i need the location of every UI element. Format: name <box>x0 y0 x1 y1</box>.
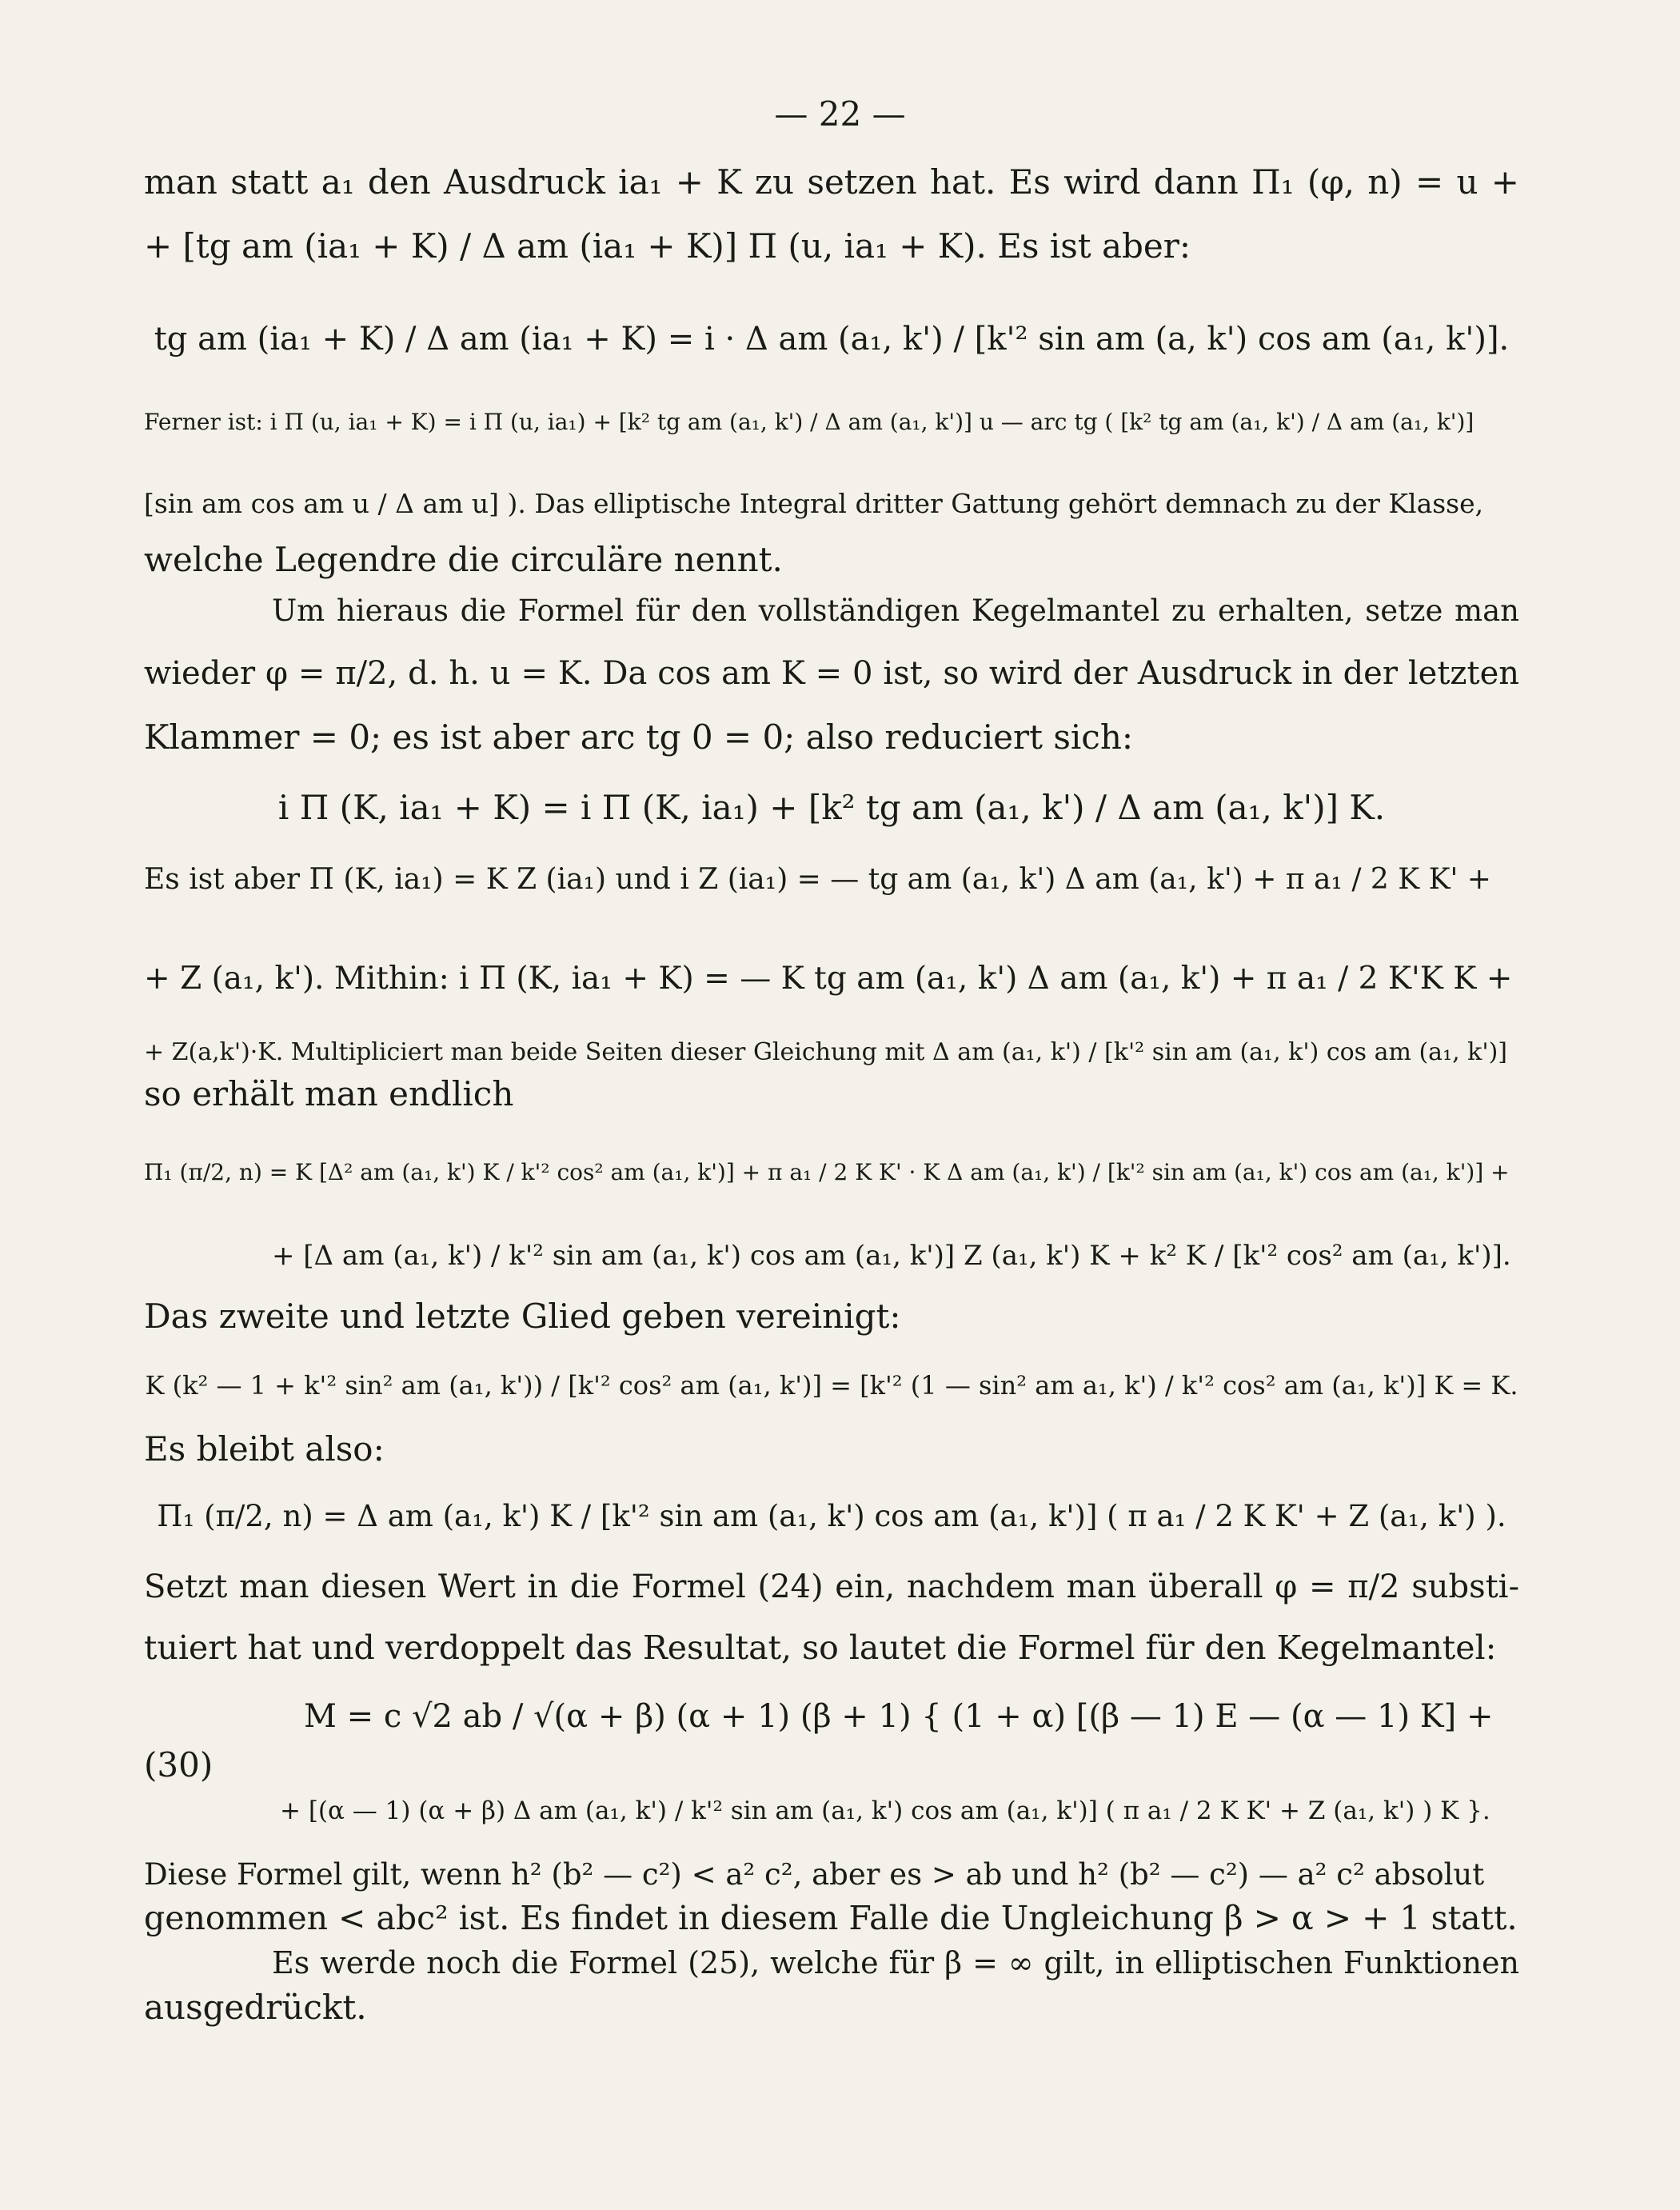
text-line-18: genommen < abc² ist. Es findet in diesem Falle die Ungleichung β > α > + 1 statt. <box>144 1899 1518 1937</box>
text-line-17: Diese Formel gilt, wenn h² (b² — c²) < a² c², aber es > ab und h² (b² — c²) — a² c² absolut <box>144 1857 1485 1892</box>
text-line-20: ausgedrückt. <box>144 1988 367 2027</box>
text-line-19: Es werde noch die Formel (25), welche für β = ∞ gilt, in elliptischen Funktionen <box>272 1945 1519 1980</box>
text-line-10: + Z (a₁, k'). Mithin: i Π (K, ia₁ + K) = — K tg am (a₁, k') Δ am (a₁, k') + π a₁ / 2 K'K K + <box>144 961 1513 997</box>
text-line-2: + [tg am (ia₁ + K) / Δ am (ia₁ + K)] Π (u, ia₁ + K). Es ist aber: <box>144 226 1191 266</box>
text-line-1: man statt a₁ den Ausdruck ia₁ + K zu setzen hat. Es wird dann Π₁ (φ, n) = u + <box>144 162 1519 202</box>
equation-line-7: M = c √2 ab / √(α + β) (α + 1) (β + 1) { (1 + α) [(β — 1) E — (α — 1) K] + <box>304 1698 1494 1735</box>
text-line-12: so erhält man endlich <box>144 1074 514 1113</box>
text-line-16: tuiert hat und verdoppelt das Resultat, so lautet die Formel für den Kegelmantel: <box>144 1629 1497 1667</box>
text-line-3: Ferner ist: i Π (u, ia₁ + K) = i Π (u, ia₁) + [k² tg am (a₁, k') / Δ am (a₁, k')] u — arc tg ( [k² tg am (a₁, k') / Δ am (a₁, k')] <box>144 409 1474 435</box>
equation-line-5: K (k² — 1 + k'² sin² am (a₁, k')) / [k'² cos² am (a₁, k')] = [k'² (1 — sin² am a₁, k') / k'² cos² am (a₁, k')] K = K. <box>145 1370 1518 1401</box>
equation-line-3: Π₁ (π/2, n) = K [Δ² am (a₁, k') K / k'² cos² am (a₁, k')] + π a₁ / 2 K K' · K Δ am (a₁, k') / [k'² sin am (a₁, k') cos am (a₁, k')] + <box>144 1159 1510 1185</box>
equation-line-2: i Π (K, ia₁ + K) = i Π (K, ia₁) + [k² tg am (a₁, k') / Δ am (a₁, k')] K. <box>277 788 1386 827</box>
text-line-9: Es ist aber Π (K, ia₁) = K Z (ia₁) und i Z (ia₁) = — tg am (a₁, k') Δ am (a₁, k') + π a₁ / 2 K K' + <box>144 863 1491 896</box>
text-line-15: Setzt man diesen Wert in die Formel (24) ein, nachdem man überall φ = π/2 substi- <box>144 1569 1519 1605</box>
text-line-5: welche Legendre die circuläre nennt. <box>144 540 783 579</box>
text-line-8: Klammer = 0; es ist aber arc tg 0 = 0; also reduciert sich: <box>144 717 1134 757</box>
text-line-4: [sin am cos am u / Δ am u] ). Das elliptische Integral dritter Gattung gehört demnach zu der Klasse, <box>144 488 1484 519</box>
equation-line-1: tg am (ia₁ + K) / Δ am (ia₁ + K) = i · Δ am (a₁, k') / [k'² sin am (a, k') cos am (a₁, k')]. <box>154 321 1510 358</box>
text-line-11: + Z(a,k')·K. Multipliciert man beide Seiten dieser Gleichung mit Δ am (a₁, k') / [k'² sin am (a₁, k') cos am (a₁, k')] <box>144 1038 1508 1066</box>
page-number: — 22 — <box>774 94 906 134</box>
equation-line-6: Π₁ (π/2, n) = Δ am (a₁, k') K / [k'² sin am (a₁, k') cos am (a₁, k')] ( π a₁ / 2 K K' + Z (a₁, k') ). <box>157 1499 1506 1533</box>
text-line-14: Es bleibt also: <box>144 1429 385 1469</box>
equation-line-4: + [Δ am (a₁, k') / k'² sin am (a₁, k') cos am (a₁, k')] Z (a₁, k') K + k² K / [k'² cos² am (a₁, k')]. <box>272 1240 1511 1272</box>
equation-line-8: + [(α — 1) (α + β) Δ am (a₁, k') / k'² sin am (a₁, k') cos am (a₁, k')] ( π a₁ / 2 K K' + Z (a₁, k') ) K }. <box>280 1796 1490 1825</box>
equation-number: (30) <box>144 1745 213 1784</box>
text-line-6: Um hieraus die Formel für den vollständigen Kegelmantel zu erhalten, setze man <box>272 593 1519 628</box>
text-line-13: Das zweite und letzte Glied geben vereinigt: <box>144 1297 901 1336</box>
text-line-7: wieder φ = π/2, d. h. u = K. Da cos am K = 0 ist, so wird der Ausdruck in der letzten <box>144 655 1519 692</box>
